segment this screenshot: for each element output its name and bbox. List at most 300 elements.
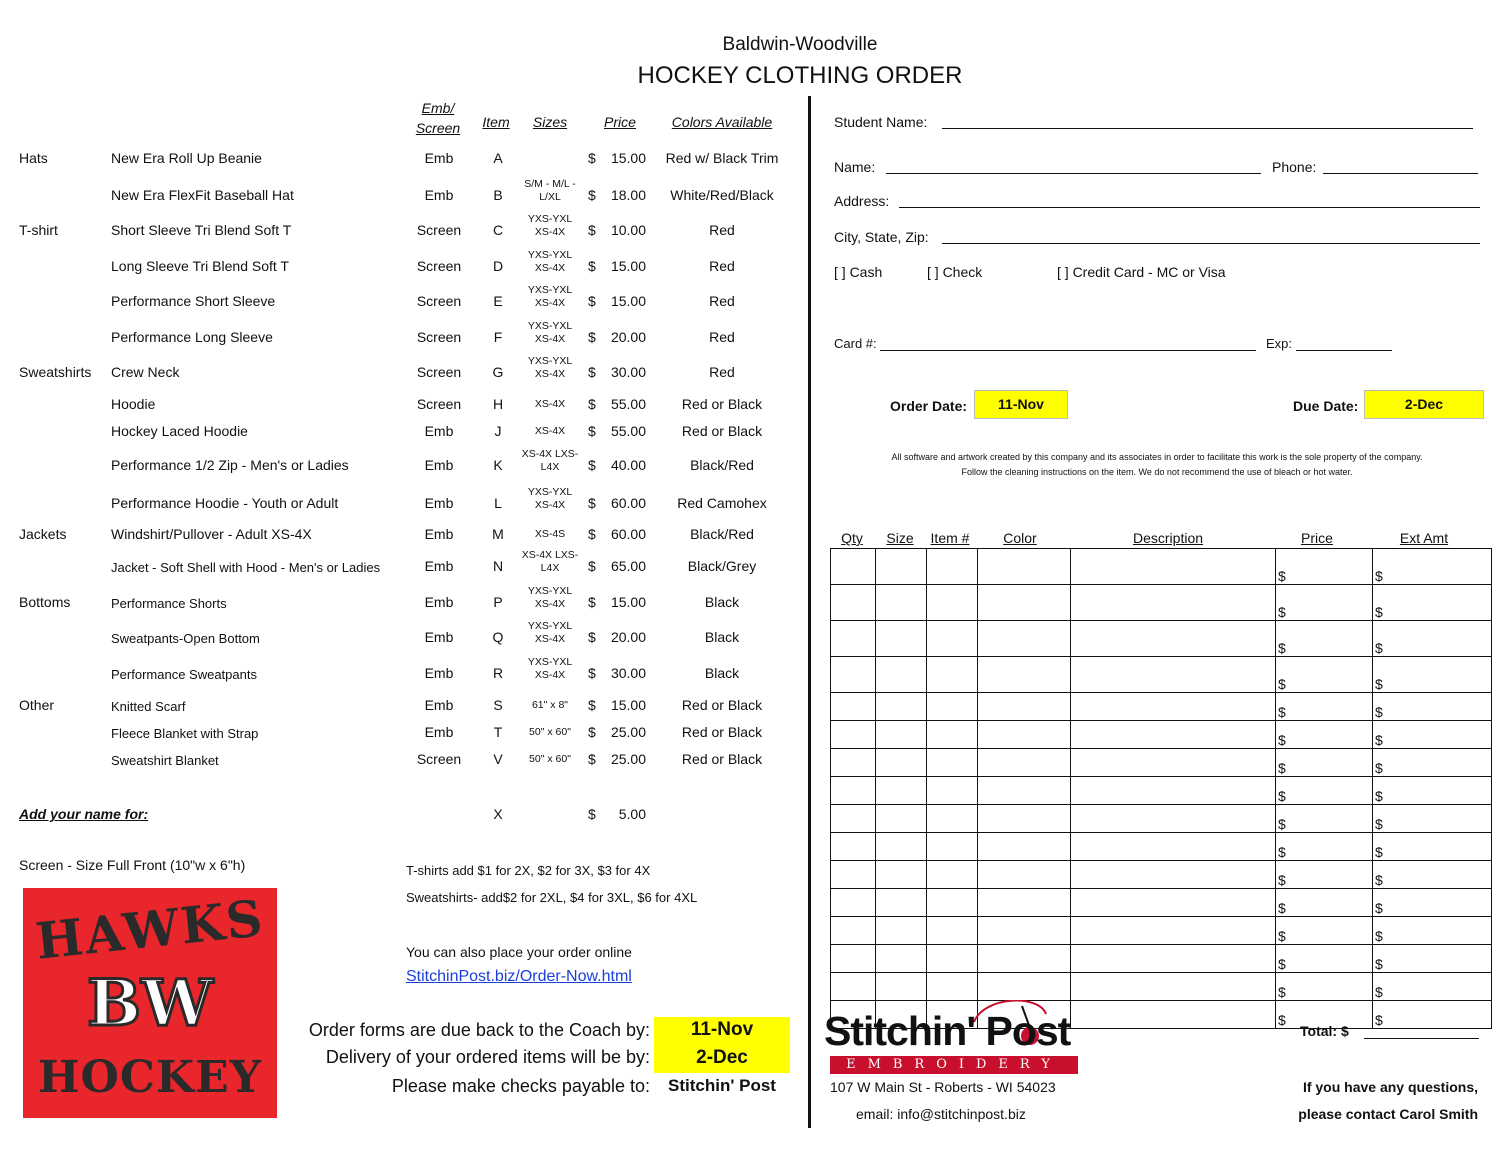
product-item-code: T [493, 724, 503, 740]
product-category: Hats [19, 150, 48, 166]
credit-option[interactable]: [ ] Credit Card - MC or Visa [1057, 264, 1226, 280]
order-link[interactable]: StitchinPost.biz/Order-Now.html [406, 968, 632, 985]
product-colors: Red or Black [681, 423, 763, 439]
order-cell[interactable] [831, 833, 876, 861]
money-symbol: $ [1278, 984, 1286, 1000]
order-cell[interactable] [876, 917, 927, 945]
product-price: 55.00 [610, 396, 646, 412]
order-cell[interactable] [1276, 721, 1373, 749]
product-colors: Red [709, 258, 735, 274]
order-row [831, 777, 1492, 805]
product-sizes: YXS-YXL XS-4X [527, 656, 573, 681]
product-method: Emb [424, 495, 454, 511]
stitchin-post-logo [824, 1000, 1084, 1078]
order-cell[interactable] [927, 889, 978, 917]
order-cell[interactable] [1071, 917, 1276, 945]
product-name: Hockey Laced Hoodie [111, 423, 248, 439]
order-row [831, 889, 1492, 917]
product-item-code: S [493, 697, 503, 713]
order-cell[interactable] [927, 721, 978, 749]
order-row [831, 973, 1492, 1001]
order-cell[interactable] [876, 549, 927, 585]
order-cell[interactable] [1276, 585, 1373, 621]
student-name-label: Student Name: [834, 114, 928, 130]
order-cell[interactable] [876, 749, 927, 777]
exp-field[interactable] [1296, 350, 1392, 351]
org-name: Baldwin-Woodville [722, 34, 878, 55]
dollar-sign: $ [588, 526, 596, 542]
product-price: 40.00 [610, 457, 646, 473]
order-cell[interactable] [927, 973, 978, 1001]
product-method: Emb [424, 150, 454, 166]
order-cell[interactable] [978, 621, 1071, 657]
order-cell[interactable] [876, 657, 927, 693]
money-symbol: $ [1278, 704, 1286, 720]
order-cell[interactable] [1373, 721, 1492, 749]
order-cell[interactable] [978, 777, 1071, 805]
money-symbol: $ [1375, 928, 1383, 944]
money-symbol: $ [1278, 568, 1286, 584]
product-method: Emb [424, 423, 454, 439]
dollar-sign: $ [588, 187, 596, 203]
product-method: Screen [416, 293, 462, 309]
order-cell[interactable] [1071, 549, 1276, 585]
dollar-sign: $ [588, 396, 596, 412]
product-colors: Red [709, 364, 735, 380]
order-cell[interactable] [978, 585, 1071, 621]
money-symbol: $ [1375, 604, 1383, 620]
dollar-sign: $ [588, 594, 596, 610]
order-cell[interactable] [876, 805, 927, 833]
order-cell[interactable] [927, 657, 978, 693]
product-sizes: YXS-YXL XS-4X [527, 486, 573, 511]
money-symbol: $ [1375, 872, 1383, 888]
screen-size-note: Screen - Size Full Front (10"w x 6"h) [19, 857, 246, 873]
product-item-code: G [492, 364, 504, 380]
col-item: Item [482, 114, 510, 130]
order-cell[interactable] [1373, 833, 1492, 861]
order-cell[interactable] [831, 585, 876, 621]
product-category: Jackets [19, 526, 67, 542]
order-cell[interactable] [978, 749, 1071, 777]
order-cell[interactable] [831, 777, 876, 805]
money-symbol: $ [1278, 900, 1286, 916]
order-cell[interactable] [876, 721, 927, 749]
order-cell[interactable] [1373, 1001, 1492, 1029]
checks-value: Stitchin' Post [668, 1076, 776, 1095]
order-cell[interactable] [831, 973, 876, 1001]
product-method: Emb [424, 558, 454, 574]
order-cell[interactable] [978, 549, 1071, 585]
city-label: City, State, Zip: [834, 229, 929, 245]
product-method: Screen [416, 222, 462, 238]
money-symbol: $ [1375, 732, 1383, 748]
order-cell[interactable] [1373, 585, 1492, 621]
phone-field[interactable] [1323, 173, 1478, 174]
order-cell[interactable] [978, 945, 1071, 973]
product-item-code: K [493, 457, 503, 473]
order-col-header: Size [886, 530, 914, 546]
product-method: Emb [424, 697, 454, 713]
product-item-code: H [492, 396, 504, 412]
order-col-header: Qty [841, 530, 863, 546]
product-category: T-shirt [19, 222, 58, 238]
product-method: Emb [424, 526, 454, 542]
order-cell[interactable] [1276, 945, 1373, 973]
money-symbol: $ [1278, 816, 1286, 832]
product-name: Jacket - Soft Shell with Hood - Men's or Ladies [111, 560, 381, 575]
product-method: Emb [424, 629, 454, 645]
order-cell[interactable] [1276, 917, 1373, 945]
order-cell[interactable] [927, 945, 978, 973]
order-cell[interactable] [1373, 621, 1492, 657]
order-cell[interactable] [978, 805, 1071, 833]
product-colors: Red Camohex [677, 495, 767, 511]
product-price: 15.00 [610, 697, 646, 713]
col-price: Price [604, 114, 636, 130]
dollar-sign: $ [588, 724, 596, 740]
money-symbol: $ [1375, 568, 1383, 584]
dollar-sign: $ [588, 697, 596, 713]
order-row [831, 585, 1492, 621]
product-method: Emb [424, 724, 454, 740]
product-name: Performance Hoodie - Youth or Adult [111, 495, 339, 511]
product-name: Fleece Blanket with Strap [111, 726, 259, 741]
order-cell[interactable] [1276, 549, 1373, 585]
cash-option[interactable]: [ ] Cash [834, 264, 883, 280]
order-cell[interactable] [978, 657, 1071, 693]
order-row [831, 693, 1492, 721]
address-field[interactable] [899, 207, 1480, 208]
product-item-code: J [494, 423, 502, 439]
order-date-label: Order Date: [890, 398, 968, 414]
order-cell[interactable] [1071, 833, 1276, 861]
product-name: Performance Shorts [111, 596, 227, 611]
exp-label: Exp: [1266, 336, 1293, 351]
order-cell[interactable] [1071, 945, 1276, 973]
dollar-sign: $ [588, 457, 596, 473]
total-field[interactable] [1364, 1038, 1479, 1039]
order-cell[interactable] [978, 693, 1071, 721]
add-name-price: 5.00 [618, 806, 646, 822]
order-cell[interactable] [876, 621, 927, 657]
order-cell[interactable] [978, 889, 1071, 917]
card-field[interactable] [880, 350, 1256, 351]
order-cell[interactable] [876, 585, 927, 621]
money-symbol: $ [1375, 1012, 1383, 1028]
product-sizes: S/M - M/L - L/XL [524, 178, 576, 203]
disclaimer-line-1: All software and artwork created by this company and its associates in order to facilitate this work is the sole property of the company. [891, 452, 1423, 462]
dollar-sign: $ [588, 329, 596, 345]
order-cell[interactable] [831, 945, 876, 973]
order-cell[interactable] [978, 973, 1071, 1001]
order-col-header: Price [1301, 530, 1333, 546]
order-cell[interactable] [927, 693, 978, 721]
order-cell[interactable] [1373, 777, 1492, 805]
product-method: Emb [424, 457, 454, 473]
order-cell[interactable] [1373, 693, 1492, 721]
brand-name: Stitchin' Post [824, 1008, 1071, 1054]
card-label: Card #: [834, 336, 877, 351]
student-name-field[interactable] [942, 128, 1473, 129]
order-cell[interactable] [831, 917, 876, 945]
order-cell[interactable] [1071, 749, 1276, 777]
delivery-value: 2-Dec [654, 1045, 790, 1073]
order-cell[interactable] [876, 973, 927, 1001]
order-cell[interactable] [1276, 749, 1373, 777]
product-method: Screen [416, 396, 462, 412]
order-cell[interactable] [1276, 861, 1373, 889]
money-symbol: $ [1278, 844, 1286, 860]
add-name-label: Add your name for: [19, 806, 149, 822]
product-colors: Red or Black [681, 751, 763, 767]
product-method: Emb [424, 665, 454, 681]
online-note: You can also place your order online [406, 944, 632, 960]
order-cell[interactable] [876, 945, 927, 973]
order-col-header: Description [1132, 530, 1204, 546]
product-colors: Red [709, 222, 735, 238]
dollar-sign: $ [588, 150, 596, 166]
money-symbol: $ [1278, 760, 1286, 776]
order-cell[interactable] [927, 861, 978, 889]
hawks-logo [23, 888, 277, 1118]
order-cell[interactable] [831, 657, 876, 693]
order-cell[interactable] [1276, 777, 1373, 805]
sweatshirt-add-note: Sweatshirts- add$2 for 2XL, $4 for 3XL, $6 for 4XL [406, 890, 698, 905]
order-cell[interactable] [1071, 721, 1276, 749]
order-cell[interactable] [927, 917, 978, 945]
vertical-divider [808, 96, 811, 1128]
product-method: Emb [424, 594, 454, 610]
product-method: Screen [416, 329, 462, 345]
order-cell[interactable] [1071, 621, 1276, 657]
product-price: 30.00 [610, 364, 646, 380]
check-option[interactable]: [ ] Check [927, 264, 983, 280]
order-cell[interactable] [831, 749, 876, 777]
order-cell[interactable] [1373, 549, 1492, 585]
city-field[interactable] [942, 243, 1480, 244]
product-item-code: B [493, 187, 503, 203]
order-cell[interactable] [1373, 805, 1492, 833]
product-name: Sweatpants-Open Bottom [111, 631, 260, 646]
product-sizes: XS-4X LXS-L4X [521, 448, 579, 473]
product-method: Screen [416, 258, 462, 274]
order-cell[interactable] [927, 805, 978, 833]
order-cell[interactable] [876, 777, 927, 805]
order-cell[interactable] [927, 549, 978, 585]
money-symbol: $ [1375, 844, 1383, 860]
product-price: 15.00 [610, 258, 646, 274]
due-date-label: Due Date: [1293, 398, 1359, 414]
product-price: 65.00 [610, 558, 646, 574]
order-cell[interactable] [1373, 861, 1492, 889]
dollar-sign: $ [588, 293, 596, 309]
order-date-value: 11-Nov [974, 390, 1068, 419]
product-sizes: YXS-YXL XS-4X [527, 284, 573, 309]
product-colors: Black [704, 629, 740, 645]
product-name: Hoodie [111, 396, 156, 412]
order-cell[interactable] [1373, 749, 1492, 777]
order-cell[interactable] [831, 889, 876, 917]
order-cell[interactable] [876, 889, 927, 917]
order-cell[interactable] [1071, 805, 1276, 833]
product-item-code: N [492, 558, 504, 574]
product-item-code: D [492, 258, 504, 274]
order-cell[interactable] [1071, 1001, 1276, 1029]
product-price: 25.00 [610, 751, 646, 767]
order-cell[interactable] [1071, 693, 1276, 721]
money-symbol: $ [1278, 732, 1286, 748]
order-cell[interactable] [927, 585, 978, 621]
order-cell[interactable] [1276, 889, 1373, 917]
product-price: 30.00 [610, 665, 646, 681]
order-cell[interactable] [1373, 973, 1492, 1001]
product-colors: Red or Black [681, 697, 763, 713]
order-col-header: Color [1003, 530, 1037, 546]
logo-hockey-text: HOCKEY [37, 1052, 263, 1103]
product-price: 15.00 [610, 150, 646, 166]
order-row [831, 945, 1492, 973]
product-item-code: F [493, 329, 503, 345]
dollar-sign: $ [588, 423, 596, 439]
order-cell[interactable] [927, 777, 978, 805]
dollar-sign: $ [588, 364, 596, 380]
order-cell[interactable] [1071, 657, 1276, 693]
dollar-sign: $ [588, 258, 596, 274]
product-name: Crew Neck [111, 364, 180, 380]
col-sizes: Sizes [532, 114, 568, 130]
order-cell[interactable] [978, 833, 1071, 861]
logo-bw-text: BW [87, 966, 213, 1041]
order-cell[interactable] [876, 693, 927, 721]
order-cell[interactable] [876, 861, 927, 889]
order-cell[interactable] [831, 805, 876, 833]
delivery-label: Delivery of your ordered items will be by: [325, 1047, 650, 1067]
order-cell[interactable] [1373, 889, 1492, 917]
dollar-sign: $ [588, 665, 596, 681]
order-cell[interactable] [1373, 945, 1492, 973]
order-cell[interactable] [1276, 973, 1373, 1001]
order-col-header: Item # [930, 530, 970, 546]
dollar-sign: $ [588, 222, 596, 238]
order-cell[interactable] [978, 861, 1071, 889]
name-field[interactable] [886, 173, 1261, 174]
product-name: Performance Sweatpants [111, 667, 257, 682]
order-cell[interactable] [927, 833, 978, 861]
product-price: 25.00 [610, 724, 646, 740]
order-cell[interactable] [831, 549, 876, 585]
product-price: 55.00 [610, 423, 646, 439]
money-symbol: $ [1375, 704, 1383, 720]
product-price: 10.00 [610, 222, 646, 238]
name-label: Name: [834, 159, 876, 175]
order-cell[interactable] [1373, 657, 1492, 693]
product-sizes: 50" x 60" [529, 726, 571, 738]
product-sizes: XS-4X [534, 398, 566, 410]
col-colors: Colors Available [671, 114, 773, 130]
order-cell[interactable] [1071, 585, 1276, 621]
product-name: New Era FlexFit Baseball Hat [111, 187, 294, 203]
money-symbol: $ [1278, 676, 1286, 692]
order-cell[interactable] [927, 749, 978, 777]
dollar-sign: $ [588, 629, 596, 645]
product-colors: White/Red/Black [670, 187, 774, 203]
product-colors: Red w/ Black Trim [665, 150, 779, 166]
order-cell[interactable] [1071, 973, 1276, 1001]
order-cell[interactable] [927, 621, 978, 657]
phone-label: Phone: [1272, 159, 1317, 175]
order-cell[interactable] [1276, 693, 1373, 721]
product-name: Performance Short Sleeve [111, 293, 276, 309]
product-item-code: V [493, 751, 503, 767]
product-item-code: A [493, 150, 503, 166]
money-symbol: $ [1278, 640, 1286, 656]
money-symbol: $ [1278, 928, 1286, 944]
product-item-code: M [492, 526, 504, 542]
order-cell[interactable] [1276, 833, 1373, 861]
product-sizes: XS-4X [534, 425, 566, 437]
order-row [831, 861, 1492, 889]
order-cell[interactable] [1071, 889, 1276, 917]
checks-label: Please make checks payable to: [391, 1076, 650, 1096]
add-name-item: X [493, 806, 503, 822]
order-cell[interactable] [831, 693, 876, 721]
order-cell[interactable] [1276, 805, 1373, 833]
product-name: Knitted Scarf [111, 699, 186, 714]
product-name: Sweatshirt Blanket [111, 753, 219, 768]
product-price: 20.00 [610, 629, 646, 645]
order-cell[interactable] [1276, 657, 1373, 693]
product-sizes: YXS-YXL XS-4X [527, 620, 573, 645]
product-colors: Red or Black [681, 396, 763, 412]
product-name: Performance 1/2 Zip - Men's or Ladies [111, 457, 349, 473]
product-colors: Black/Red [690, 526, 754, 542]
product-sizes: XS-4X LXS-L4X [521, 549, 579, 574]
due-back-label: Order forms are due back to the Coach by: [308, 1020, 650, 1040]
order-cell[interactable] [1276, 621, 1373, 657]
product-colors: Black/Grey [687, 558, 757, 574]
order-row [831, 721, 1492, 749]
product-price: 60.00 [610, 495, 646, 511]
product-colors: Black [704, 594, 740, 610]
order-cell[interactable] [1071, 777, 1276, 805]
order-row [831, 749, 1492, 777]
order-cell[interactable] [978, 917, 1071, 945]
product-sizes: YXS-YXL XS-4X [527, 320, 573, 345]
product-colors: Red [709, 329, 735, 345]
order-table [830, 548, 1492, 1029]
product-price: 60.00 [610, 526, 646, 542]
product-name: Windshirt/Pullover - Adult XS-4X [111, 526, 312, 542]
order-cell[interactable] [1071, 861, 1276, 889]
order-cell[interactable] [831, 621, 876, 657]
order-cell[interactable] [978, 721, 1071, 749]
product-method: Screen [416, 364, 462, 380]
dollar-sign: $ [588, 751, 596, 767]
order-cell[interactable] [831, 861, 876, 889]
product-item-code: L [494, 495, 502, 511]
product-category: Other [19, 697, 55, 713]
order-cell[interactable] [1373, 917, 1492, 945]
product-colors: Red [709, 293, 735, 309]
order-row [831, 549, 1492, 585]
order-cell[interactable] [876, 833, 927, 861]
product-price: 15.00 [610, 293, 646, 309]
product-sizes: 61" x 8" [531, 699, 569, 711]
order-cell[interactable] [831, 721, 876, 749]
money-symbol: $ [1375, 640, 1383, 656]
product-colors: Black [704, 665, 740, 681]
